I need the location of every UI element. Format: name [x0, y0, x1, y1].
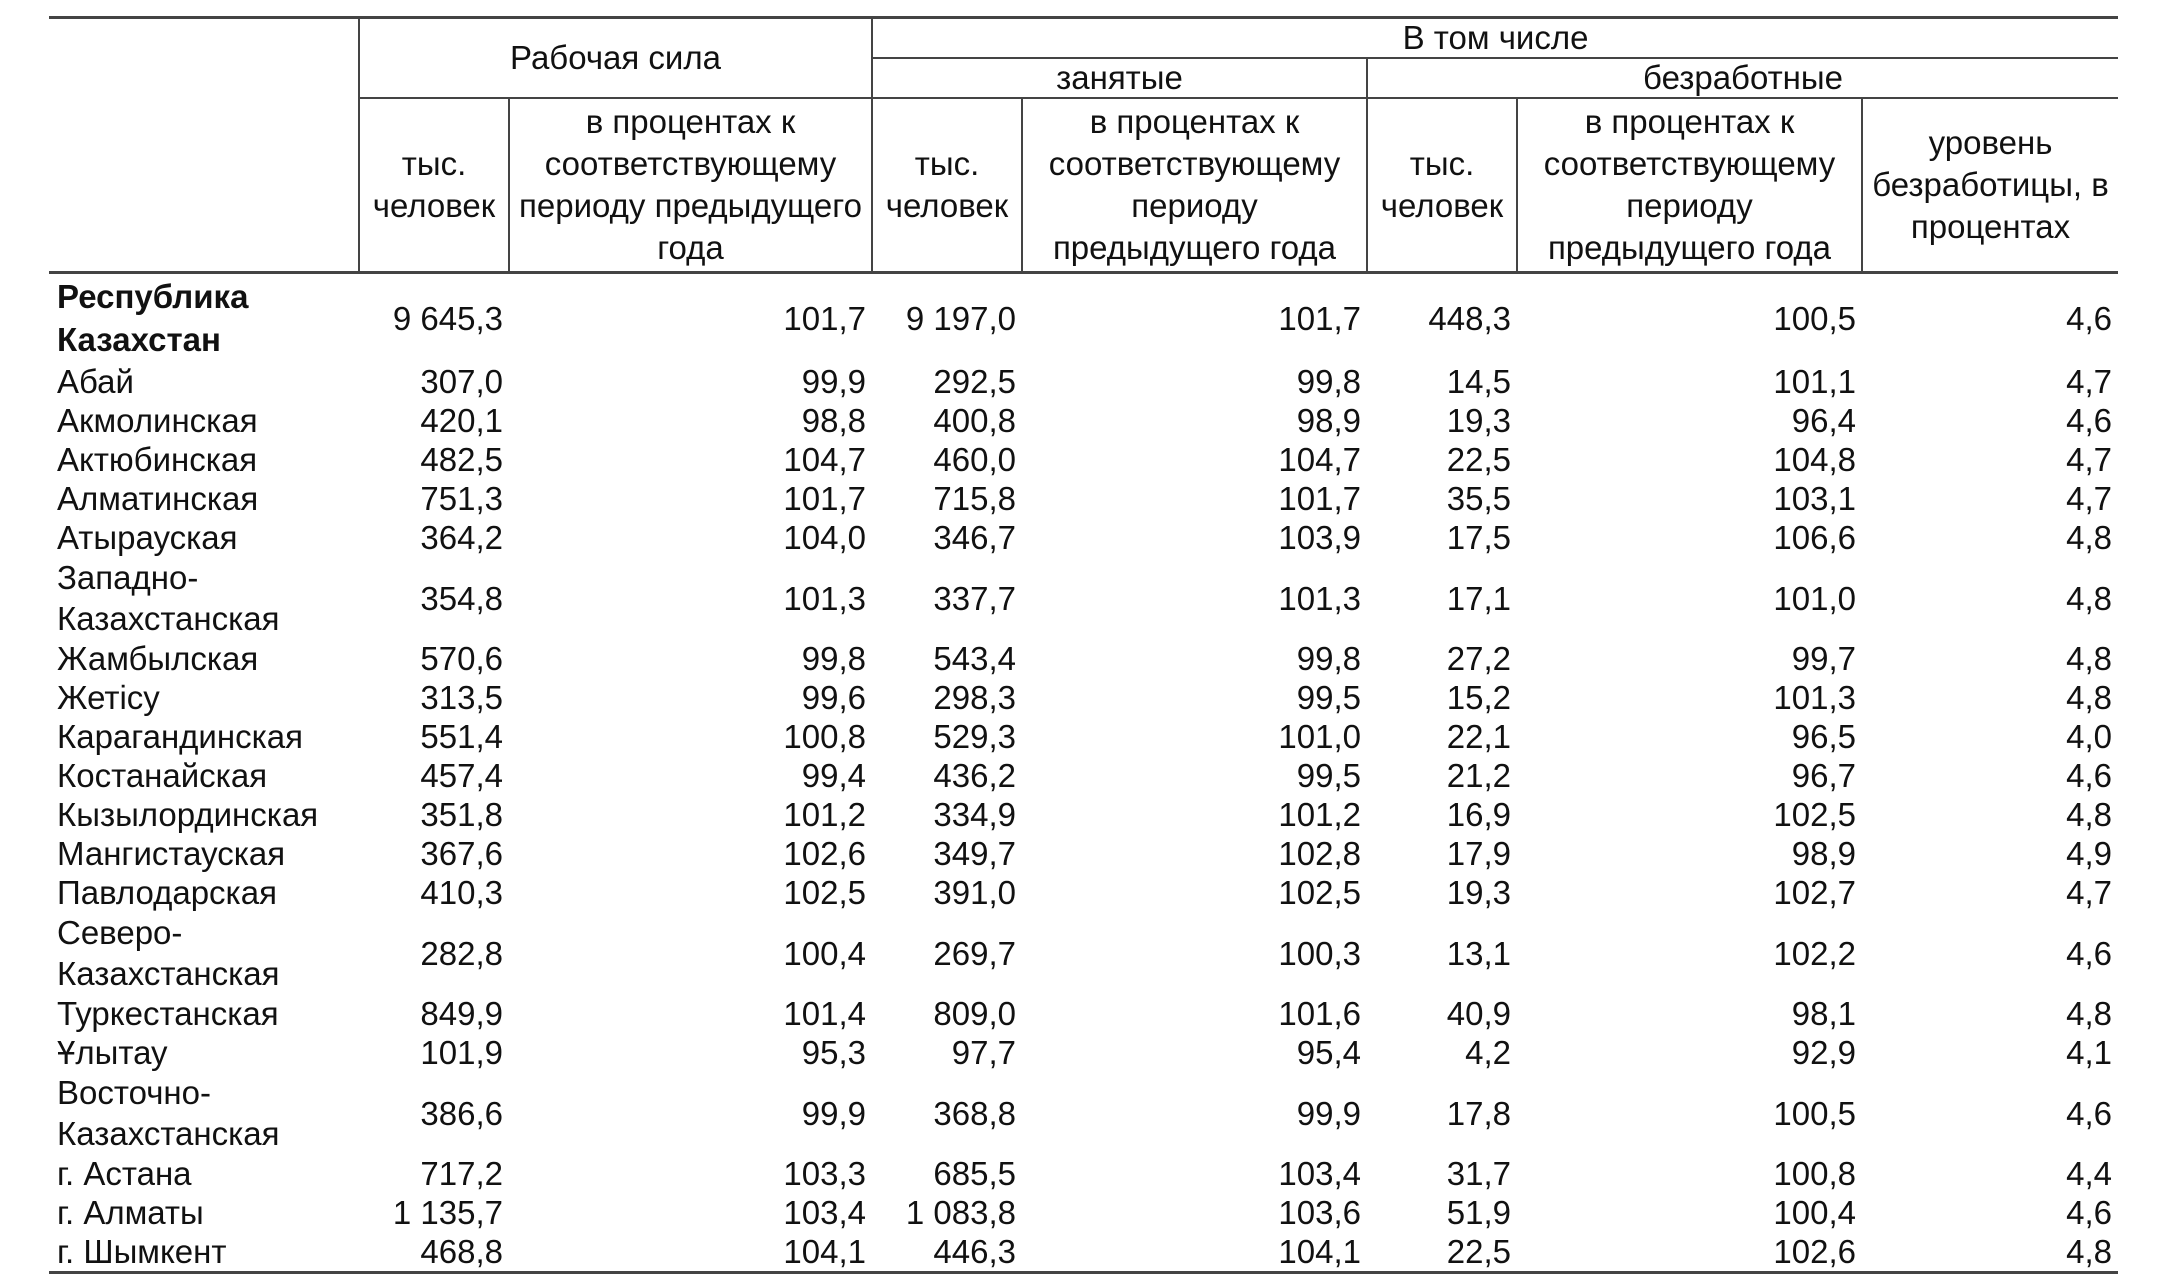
cell-unemployment-rate: 4,7: [2066, 480, 2113, 517]
cell-unemployment-rate: 4,8: [1862, 1232, 2118, 1273]
cell-unemployed-thousand: 16,9: [1446, 796, 1511, 833]
cell-labor-force-percent: 102,6: [783, 835, 866, 872]
cell-labor-force-thousand: 313,5: [420, 679, 503, 716]
cell-unemployed-thousand: 13,1: [1446, 934, 1511, 972]
cell-unemployed-percent: 106,6: [1773, 519, 1856, 556]
cell-labor-force-percent: 99,9: [801, 363, 866, 400]
cell-region-name: Туркестанская: [57, 995, 279, 1032]
cell-labor-force-percent: 103,3: [783, 1155, 866, 1192]
cell-labor-force-percent: 102,5: [783, 874, 866, 911]
cell-employed-percent: 101,7: [1278, 480, 1361, 517]
cell-employed-thousand: 391,0: [933, 874, 1016, 911]
cell-unemployed-thousand: 40,9: [1446, 995, 1511, 1032]
header-emp-percent: в процентах к соответствующему периоду предыдущего года: [1022, 98, 1367, 273]
table-row: [49, 479, 2118, 518]
cell-employed-percent: 103,9: [1278, 519, 1361, 556]
cell-unemployed-percent: 96,4: [1791, 402, 1856, 439]
cell-region-name: Атырауская: [57, 519, 238, 556]
cell-employed-thousand: 685,5: [933, 1155, 1016, 1192]
cell-labor-force-percent: 99,8: [801, 640, 866, 677]
cell-labor-force-thousand: 282,8: [420, 934, 503, 972]
cell-unemployment-rate: 4,8: [2066, 519, 2113, 556]
cell-region-name: Северо-Казахстанская: [57, 914, 280, 992]
cell-employed-thousand: 298,3: [933, 679, 1016, 716]
cell-region-name: Республика Казахстан: [57, 278, 249, 358]
cell-employed-percent: 98,9: [1296, 402, 1361, 439]
table-row: [49, 678, 2118, 717]
cell-labor-force-percent: 99,6: [801, 679, 866, 716]
cell-employed-percent: 95,4: [1296, 1034, 1361, 1071]
cell-region-name: Акмолинская: [57, 402, 258, 439]
cell-region-name: г. Алматы: [57, 1194, 204, 1231]
header-region-blank: [49, 18, 359, 273]
cell-unemployment-rate: 4,7: [2066, 441, 2113, 478]
cell-labor-force-percent: 103,4: [783, 1194, 866, 1231]
cell-labor-force-percent: 101,4: [783, 995, 866, 1032]
header-labor-force: Рабочая сила: [359, 18, 872, 99]
cell-unemployed-percent: 98,1: [1791, 995, 1856, 1032]
cell-unemployed-thousand: 17,5: [1446, 519, 1511, 556]
cell-labor-force-thousand: 307,0: [420, 363, 503, 400]
labor-force-table: [49, 16, 2118, 1274]
cell-labor-force-thousand: 9 645,3: [392, 299, 503, 337]
cell-unemployed-percent: 101,1: [1773, 363, 1856, 400]
cell-unemployment-rate: 4,8: [2066, 679, 2113, 716]
cell-employed-percent: 102,5: [1278, 874, 1361, 911]
cell-unemployed-percent: 103,1: [1773, 480, 1856, 517]
cell-unemployment-rate: 4,7: [2066, 874, 2113, 911]
cell-labor-force-thousand: 717,2: [420, 1155, 503, 1192]
cell-region-name: Павлодарская: [57, 874, 277, 911]
cell-region-name: Жетісу: [57, 679, 160, 716]
cell-unemployment-rate: 4,8: [2066, 640, 2113, 677]
table-row: [49, 717, 2118, 756]
cell-unemployed-percent: 99,7: [1791, 640, 1856, 677]
cell-unemployed-percent: 100,4: [1773, 1194, 1856, 1231]
cell-unemployed-thousand: 51,9: [1446, 1194, 1511, 1231]
cell-employed-thousand: 349,7: [933, 835, 1016, 872]
cell-employed-thousand: 346,7: [933, 519, 1016, 556]
cell-region-name: Мангистауская: [57, 835, 286, 872]
cell-labor-force-thousand: 849,9: [420, 995, 503, 1032]
cell-unemployed-percent: 102,2: [1773, 934, 1856, 972]
table-header: [49, 18, 2118, 273]
cell-employed-thousand: 334,9: [933, 796, 1016, 833]
cell-unemployed-thousand: 448,3: [1428, 299, 1511, 337]
cell-unemployment-rate: 4,6: [2066, 934, 2113, 972]
cell-unemployed-percent: 96,5: [1791, 718, 1856, 755]
cell-unemployed-percent: 100,5: [1773, 299, 1856, 337]
cell-labor-force-thousand: 351,8: [420, 796, 503, 833]
cell-unemployed-thousand: 17,1: [1446, 579, 1511, 617]
header-lf-percent: в процентах к соответствующему периоду предыдущего года: [509, 98, 872, 273]
cell-unemployed-thousand: 31,7: [1446, 1155, 1511, 1192]
cell-employed-thousand: 446,3: [872, 1232, 1022, 1273]
cell-labor-force-thousand: 410,3: [420, 874, 503, 911]
cell-employed-percent: 104,1: [1022, 1232, 1367, 1273]
header-unemployment-rate: уровень безработицы, в процентах: [1862, 98, 2118, 273]
cell-employed-thousand: 460,0: [933, 441, 1016, 478]
cell-employed-percent: 102,8: [1278, 835, 1361, 872]
header-emp-thousand: тыс. человек: [872, 98, 1022, 273]
cell-region-name: Алматинская: [57, 480, 259, 517]
table-row: [49, 639, 2118, 678]
table-row: [49, 557, 2118, 639]
cell-unemployment-rate: 4,8: [2066, 579, 2113, 617]
table-row: [49, 1033, 2118, 1072]
cell-region-name: Актюбинская: [57, 441, 258, 478]
cell-unemployment-rate: 4,8: [2066, 995, 2113, 1032]
table-row: [49, 518, 2118, 557]
table-row: [49, 440, 2118, 479]
table-row: [49, 1193, 2118, 1232]
cell-employed-thousand: 529,3: [933, 718, 1016, 755]
cell-labor-force-thousand: 570,6: [420, 640, 503, 677]
cell-employed-thousand: 400,8: [933, 402, 1016, 439]
table-row: [49, 912, 2118, 994]
cell-unemployed-thousand: 35,5: [1446, 480, 1511, 517]
cell-region-name: Абай: [57, 363, 134, 400]
table-body: [49, 273, 2118, 1273]
cell-unemployed-thousand: 15,2: [1446, 679, 1511, 716]
header-unemployed: безработные: [1367, 58, 2118, 98]
cell-labor-force-thousand: 354,8: [420, 579, 503, 617]
cell-unemployed-thousand: 22,5: [1446, 441, 1511, 478]
cell-employed-thousand: 543,4: [933, 640, 1016, 677]
cell-unemployed-thousand: 17,8: [1446, 1094, 1511, 1132]
cell-employed-percent: 99,5: [1296, 679, 1361, 716]
cell-unemployed-percent: 104,8: [1773, 441, 1856, 478]
cell-labor-force-thousand: 1 135,7: [392, 1194, 503, 1231]
cell-labor-force-thousand: 364,2: [420, 519, 503, 556]
cell-labor-force-percent: 99,4: [801, 757, 866, 794]
cell-unemployment-rate: 4,0: [2066, 718, 2113, 755]
cell-labor-force-percent: 104,0: [783, 519, 866, 556]
cell-employed-percent: 100,3: [1278, 934, 1361, 972]
cell-employed-thousand: 1 083,8: [905, 1194, 1016, 1231]
cell-unemployment-rate: 4,6: [2066, 757, 2113, 794]
cell-unemployment-rate: 4,8: [2066, 796, 2113, 833]
cell-unemployed-percent: 100,8: [1773, 1155, 1856, 1192]
cell-employed-thousand: 337,7: [933, 579, 1016, 617]
cell-employed-percent: 99,8: [1296, 363, 1361, 400]
cell-region-name: г. Астана: [57, 1155, 192, 1192]
cell-labor-force-thousand: 367,6: [420, 835, 503, 872]
cell-employed-thousand: 715,8: [933, 480, 1016, 517]
cell-unemployed-percent: 102,5: [1773, 796, 1856, 833]
cell-region-name: Карагандинская: [57, 718, 303, 755]
table-row: [49, 362, 2118, 401]
cell-unemployment-rate: 4,9: [2066, 835, 2113, 872]
cell-labor-force-percent: 101,3: [783, 579, 866, 617]
cell-unemployment-rate: 4,1: [2066, 1034, 2113, 1071]
cell-labor-force-thousand: 420,1: [420, 402, 503, 439]
cell-labor-force-percent: 104,1: [509, 1232, 872, 1273]
labor-force-table-container: [49, 16, 2118, 1274]
cell-employed-percent: 103,6: [1278, 1194, 1361, 1231]
cell-region-name: Западно-Казахстанская: [57, 559, 280, 637]
table-row: [49, 795, 2118, 834]
cell-employed-percent: 101,2: [1278, 796, 1361, 833]
cell-unemployed-thousand: 17,9: [1446, 835, 1511, 872]
cell-labor-force-percent: 100,8: [783, 718, 866, 755]
cell-region-name: Жамбылская: [57, 640, 259, 677]
cell-unemployed-percent: 102,6: [1517, 1232, 1862, 1273]
table-row: [49, 756, 2118, 795]
cell-unemployment-rate: 4,6: [2066, 1194, 2113, 1231]
cell-unemployment-rate: 4,4: [2066, 1155, 2113, 1192]
cell-employed-percent: 99,8: [1296, 640, 1361, 677]
cell-employed-percent: 101,0: [1278, 718, 1361, 755]
cell-unemployed-percent: 101,3: [1773, 679, 1856, 716]
cell-employed-percent: 101,7: [1278, 299, 1361, 337]
cell-employed-percent: 99,9: [1296, 1094, 1361, 1132]
cell-employed-thousand: 809,0: [933, 995, 1016, 1032]
table-row: [49, 873, 2118, 912]
cell-unemployed-thousand: 14,5: [1446, 363, 1511, 400]
cell-employed-thousand: 9 197,0: [905, 299, 1016, 337]
cell-labor-force-percent: 101,2: [783, 796, 866, 833]
cell-unemployed-thousand: 19,3: [1446, 874, 1511, 911]
cell-unemployed-thousand: 22,1: [1446, 718, 1511, 755]
cell-labor-force-thousand: 551,4: [420, 718, 503, 755]
cell-labor-force-thousand: 457,4: [420, 757, 503, 794]
cell-unemployment-rate: 4,7: [2066, 363, 2113, 400]
header-unemp-thousand: тыс. человек: [1367, 98, 1517, 273]
cell-labor-force-percent: 95,3: [801, 1034, 866, 1071]
cell-labor-force-thousand: 751,3: [420, 480, 503, 517]
cell-unemployed-percent: 92,9: [1791, 1034, 1856, 1071]
cell-unemployed-percent: 98,9: [1791, 835, 1856, 872]
cell-employed-thousand: 269,7: [933, 934, 1016, 972]
cell-labor-force-percent: 100,4: [783, 934, 866, 972]
cell-labor-force-percent: 104,7: [783, 441, 866, 478]
cell-unemployed-percent: 101,0: [1773, 579, 1856, 617]
cell-employed-thousand: 368,8: [933, 1094, 1016, 1132]
header-lf-thousand: тыс. человек: [359, 98, 509, 273]
cell-unemployment-rate: 4,6: [2066, 299, 2113, 337]
cell-employed-thousand: 292,5: [933, 363, 1016, 400]
cell-labor-force-thousand: 101,9: [420, 1034, 503, 1071]
cell-labor-force-thousand: 468,8: [359, 1232, 509, 1273]
cell-region-name: Ұлытау: [57, 1034, 168, 1071]
table-row: [49, 1154, 2118, 1193]
cell-unemployment-rate: 4,6: [2066, 1094, 2113, 1132]
table-row: [49, 1232, 2118, 1273]
cell-unemployed-thousand: 22,5: [1367, 1232, 1517, 1273]
cell-region-name: Кызылординская: [57, 796, 319, 833]
cell-unemployed-percent: 100,5: [1773, 1094, 1856, 1132]
cell-unemployment-rate: 4,6: [2066, 402, 2113, 439]
cell-employed-percent: 104,7: [1278, 441, 1361, 478]
table-row: [49, 834, 2118, 873]
cell-employed-percent: 99,5: [1296, 757, 1361, 794]
header-including: В том числе: [872, 18, 2118, 59]
cell-labor-force-thousand: 386,6: [420, 1094, 503, 1132]
cell-labor-force-percent: 98,8: [801, 402, 866, 439]
table-row: [49, 1072, 2118, 1154]
table-row: [49, 994, 2118, 1033]
cell-employed-percent: 103,4: [1278, 1155, 1361, 1192]
cell-labor-force-percent: 99,9: [801, 1094, 866, 1132]
cell-employed-percent: 101,6: [1278, 995, 1361, 1032]
cell-unemployed-thousand: 19,3: [1446, 402, 1511, 439]
header-unemp-percent: в процентах к соответствующему периоду предыдущего года: [1517, 98, 1862, 273]
cell-unemployed-thousand: 21,2: [1446, 757, 1511, 794]
cell-labor-force-thousand: 482,5: [420, 441, 503, 478]
table-row: [49, 273, 2118, 363]
cell-employed-thousand: 97,7: [951, 1034, 1016, 1071]
cell-region-name: Восточно-Казахстанская: [57, 1074, 280, 1152]
cell-employed-thousand: 436,2: [933, 757, 1016, 794]
cell-unemployed-percent: 96,7: [1791, 757, 1856, 794]
cell-region-name: Костанайская: [57, 757, 268, 794]
cell-labor-force-percent: 101,7: [783, 299, 866, 337]
header-employed: занятые: [872, 58, 1367, 98]
cell-unemployed-thousand: 4,2: [1465, 1034, 1511, 1071]
table-row: [49, 401, 2118, 440]
cell-labor-force-percent: 101,7: [783, 480, 866, 517]
cell-unemployed-percent: 102,7: [1773, 874, 1856, 911]
cell-region-name: г. Шымкент: [49, 1232, 359, 1273]
cell-unemployed-thousand: 27,2: [1446, 640, 1511, 677]
cell-employed-percent: 101,3: [1278, 579, 1361, 617]
